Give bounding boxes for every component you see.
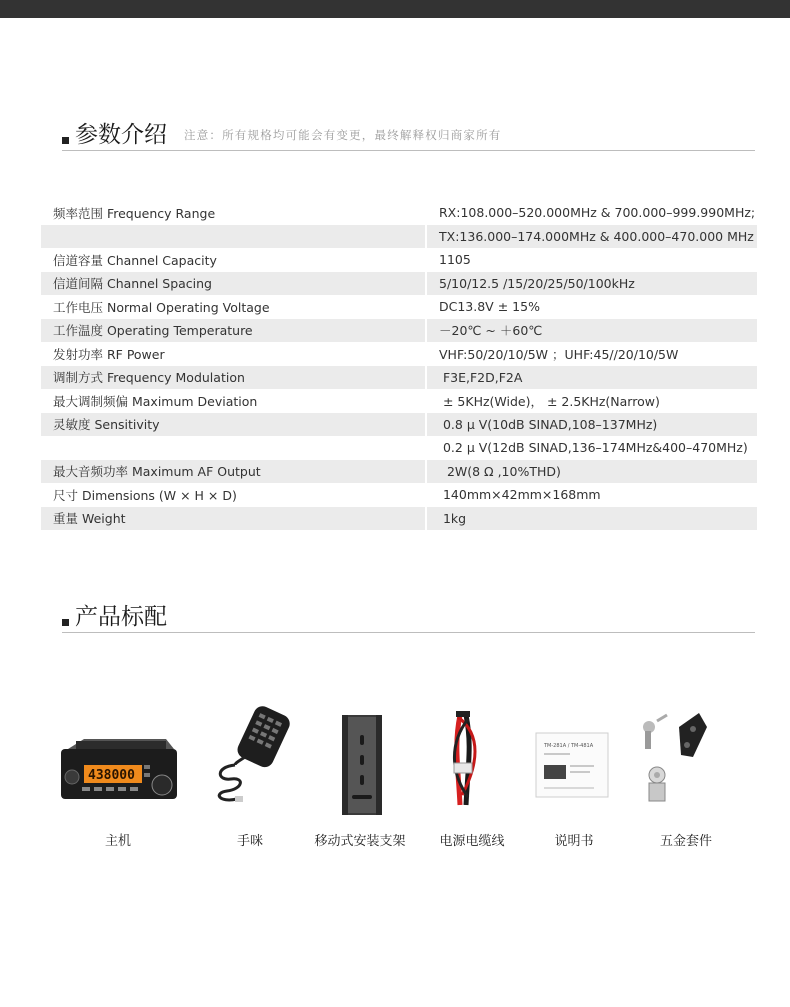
instruction-manual-icon	[526, 705, 622, 805]
spec-row	[41, 248, 757, 272]
params-note: 注意：所有规格均可能会有变更，最终解释权归商家所有	[184, 128, 502, 142]
bullet-square-icon	[62, 137, 69, 144]
accessory-hand-microphone	[205, 705, 315, 849]
bullet-square-icon	[62, 619, 69, 626]
spec-label: 信道容量 Channel Capacity	[41, 248, 426, 272]
spec-value: ± 5KHz(Wide)， ± 2.5KHz(Narrow)	[439, 393, 660, 409]
spec-label: 工作温度 Operating Temperature	[41, 319, 426, 343]
spec-row	[41, 483, 757, 507]
spec-row	[41, 413, 757, 437]
spec-label	[41, 225, 426, 249]
accessory-label: 主机	[104, 834, 131, 849]
accessory-label: 移动式安装支架	[314, 834, 406, 849]
spec-row	[41, 319, 757, 343]
spec-row	[41, 342, 757, 366]
spec-value: RX:108.000–520.000MHz & 700.000–999.990MHz;	[439, 205, 756, 221]
spec-row	[41, 507, 757, 531]
accessory-mounting-bracket	[306, 705, 414, 849]
accessory-hardware-kit	[635, 705, 731, 849]
spec-value: 0.2 μ V(12dB SINAD,136–174MHz&400–470MHz)	[439, 440, 748, 456]
spec-value: DC13.8V ± 15%	[439, 299, 540, 315]
spec-row	[41, 460, 757, 484]
spec-label: 尺寸 Dimensions (W × H × D)	[41, 483, 426, 507]
spec-label: 调制方式 Frequency Modulation	[41, 366, 426, 390]
spec-label: 重量 Weight	[41, 507, 426, 531]
spec-value: 2W(8 Ω ,10%THD)	[426, 460, 757, 484]
spec-value: －20℃ ~ ＋60℃	[426, 319, 757, 343]
spec-row	[41, 436, 757, 460]
accessories-header	[62, 596, 755, 633]
spec-label: 发射功率 RF Power	[41, 342, 426, 366]
hardware-kit-icon	[635, 705, 731, 805]
params-header	[62, 114, 755, 151]
spec-value: 0.8 μ V(10dB SINAD,108–137MHz)	[426, 413, 757, 437]
mounting-bracket-icon	[306, 705, 414, 815]
spec-row	[41, 389, 757, 413]
manual-cover-text: TM-281A / TM-481A	[544, 743, 594, 749]
spec-row	[41, 366, 757, 390]
accessory-main-unit	[58, 705, 178, 849]
spec-label	[41, 436, 426, 460]
accessory-label: 说明书	[554, 834, 594, 849]
spec-table	[41, 201, 757, 530]
accessory-label: 手咪	[236, 834, 263, 849]
spec-label: 灵敏度 Sensitivity	[41, 413, 426, 437]
accessory-label: 五金套件	[659, 834, 712, 849]
hand-microphone-icon	[205, 705, 315, 805]
spec-value: F3E,F2D,F2A	[426, 366, 757, 390]
radio-main-unit-icon	[58, 705, 178, 805]
spec-label: 信道间隔 Channel Spacing	[41, 272, 426, 296]
accessory-instruction-manual	[526, 705, 622, 849]
spec-value: VHF:50/20/10/5W ；UHF:45//20/10/5W	[439, 346, 679, 362]
spec-value: 1kg	[426, 507, 757, 531]
accessories-title: 产品标配	[75, 604, 167, 630]
radio-display-text: 438000	[88, 768, 135, 783]
spec-row	[41, 201, 757, 225]
params-title: 参数介绍	[75, 122, 167, 148]
spec-label: 工作电压 Normal Operating Voltage	[41, 295, 426, 319]
spec-row	[41, 272, 757, 296]
spec-value: 1105	[439, 252, 471, 268]
spec-label: 最大音频功率 Maximum AF Output	[41, 460, 426, 484]
accessory-label: 电源电缆线	[439, 834, 505, 849]
spec-value: 5/10/12.5 /15/20/25/50/100kHz	[426, 272, 757, 296]
spec-row	[41, 295, 757, 319]
top-bar	[0, 0, 790, 18]
spec-label: 最大调制频偏 Maximum Deviation	[41, 389, 426, 413]
spec-value: 140mm×42mm×168mm	[439, 487, 601, 503]
power-cable-icon	[422, 705, 522, 810]
spec-row	[41, 225, 757, 249]
accessory-power-cable	[422, 705, 522, 849]
spec-value: TX:136.000–174.000MHz & 400.000–470.000 MHz	[426, 225, 757, 249]
spec-label: 频率范围 Frequency Range	[41, 201, 426, 225]
